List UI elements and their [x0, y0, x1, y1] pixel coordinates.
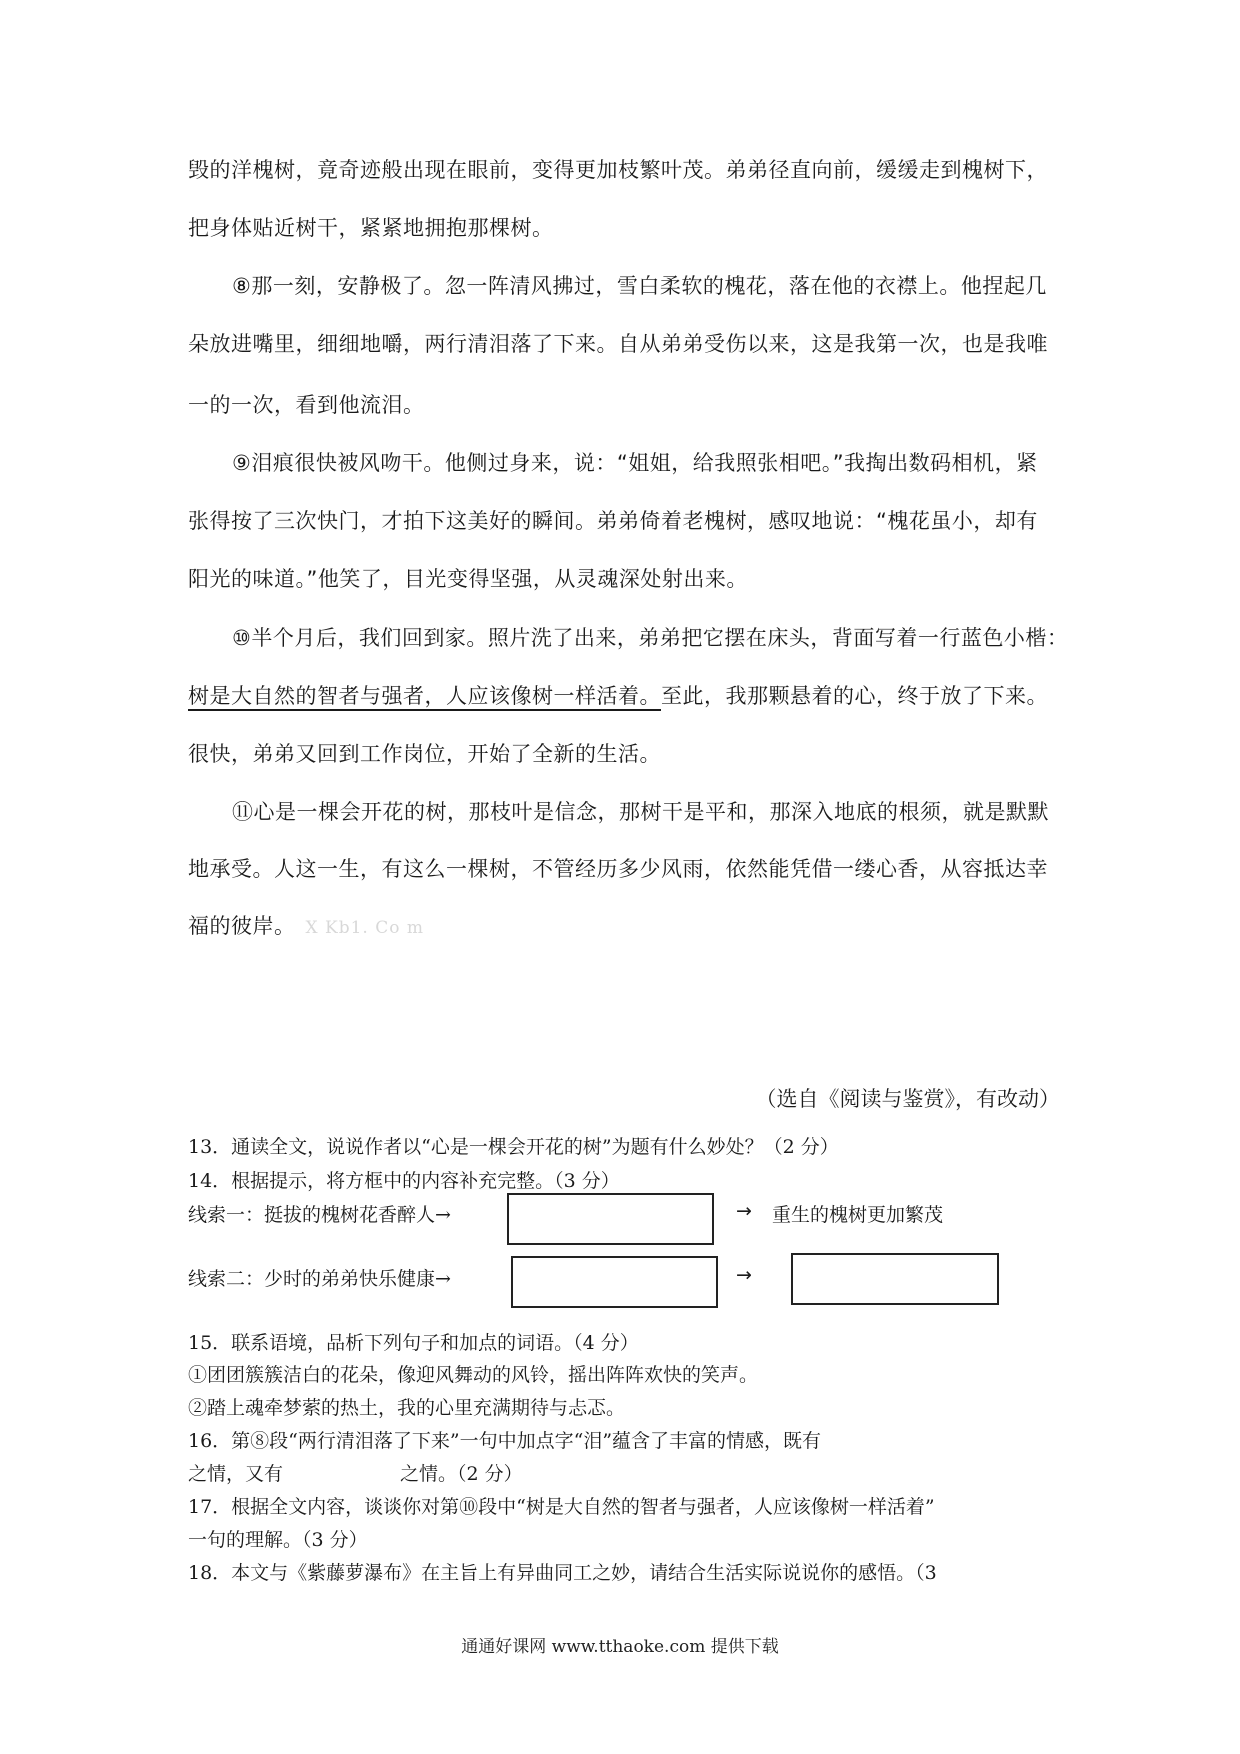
answer-box-2[interactable] — [511, 1256, 718, 1308]
answer-box-3[interactable] — [791, 1253, 999, 1305]
paragraph-8-start: ⑧那一刻，安静极了。忽一阵清风拂过，雪白柔软的槐花，落在他的衣襟上。他捏起几 — [232, 274, 1047, 298]
passage-line: 把身体贴近树干，紧紧地拥抱那棵树。 — [188, 216, 554, 240]
passage-line: 朵放进嘴里，细细地嚼，两行清泪落了下来。自从弟弟受伤以来，这是我第一次，也是我唯 — [188, 332, 1048, 356]
clue-one-end: 重生的槐树更加繁茂 — [772, 1204, 944, 1226]
question-15-sentence-1: ①团团簇簇洁白的花朵，像迎风舞动的风铃，摇出阵阵欢快的笑声。 — [188, 1364, 759, 1386]
paragraph-11-start: ⑪心是一棵会开花的树，那枝叶是信念，那树干是平和，那深入地底的根须，就是默默 — [232, 800, 1049, 824]
question-17-continued: 一句的理解。（3 分） — [188, 1529, 368, 1551]
question-15-sentence-2: ②踏上魂牵梦萦的热土，我的心里充满期待与忐忑。 — [188, 1397, 626, 1419]
question-15: 15．联系语境，品析下列句子和加点的词语。（4 分） — [188, 1332, 639, 1354]
question-16-blank-a: 之情，又有 — [188, 1463, 284, 1485]
passage-text: 福的彼岸。 — [188, 914, 296, 938]
clue-two-label: 线索二：少时的弟弟快乐健康→ — [188, 1268, 451, 1290]
passage-line: 阳光的味道。”他笑了，目光变得坚强，从灵魂深处射出来。 — [188, 567, 748, 591]
watermark: X Kb1. Co m — [305, 918, 424, 938]
passage-line-underlined — [188, 680, 1058, 710]
passage-line: 张得按了三次快门，才拍下这美好的瞬间。弟弟倚着老槐树，感叹地说：“槐花虽小，却有 — [188, 509, 1038, 533]
paragraph-9-start: ⑨泪痕很快被风吻干。他侧过身来，说：“姐姐，给我照张相吧。”我掏出数码相机，紧 — [232, 451, 1038, 475]
question-16-blank-b: 之情。（2 分） — [400, 1463, 523, 1485]
passage-line: 很快，弟弟又回到工作岗位，开始了全新的生活。 — [188, 742, 661, 766]
question-17: 17．根据全文内容，谈谈你对第⑩段中“树是大自然的智者与强者，人应该像树一样活着” — [188, 1496, 935, 1518]
clue-one-label: 线索一：挺拔的槐树花香醉人→ — [188, 1204, 451, 1226]
passage-line: 毁的洋槐树，竟奇迹般出现在眼前，变得更加枝繁叶茂。弟弟径直向前，缓缓走到槐树下， — [188, 158, 1048, 182]
question-14: 14．根据提示，将方框中的内容补充完整。（3 分） — [188, 1170, 620, 1192]
passage-line: 一的一次，看到他流泪。 — [188, 393, 425, 417]
passage-line: 地承受。人这一生，有这么一棵树，不管经历多少风雨，依然能凭借一缕心香，从容抵达幸 — [188, 857, 1048, 881]
source-citation: （选自《阅读与鉴赏》，有改动） — [755, 1087, 1060, 1111]
answer-box-1[interactable] — [507, 1193, 714, 1245]
passage-line — [188, 910, 1058, 940]
page-footer: 通通好课网 www.tthaoke.com 提供下载 — [461, 1637, 779, 1657]
paragraph-10-start: ⑩半个月后，我们回到家。照片洗了出来，弟弟把它摆在床头，背面写着一行蓝色小楷： — [232, 626, 1069, 650]
question-18: 18．本文与《紫藤萝瀑布》在主旨上有异曲同工之妙，请结合生活实际说说你的感悟。（3 — [188, 1562, 937, 1584]
question-13: 13．通读全文，说说作者以“心是一棵会开花的树”为题有什么妙处？（2 分） — [188, 1136, 839, 1158]
underlined-sentence: 树是大自然的智者与强者，人应该像树一样活着。 — [188, 684, 661, 708]
arrow-icon: → — [736, 1200, 752, 1222]
arrow-icon: → — [736, 1264, 752, 1286]
question-16: 16．第⑧段“两行清泪落了下来”一句中加点字“泪”蕴含了丰富的情感，既有 — [188, 1430, 822, 1452]
passage-text: 至此，我那颗悬着的心，终于放了下来。 — [661, 684, 1048, 708]
